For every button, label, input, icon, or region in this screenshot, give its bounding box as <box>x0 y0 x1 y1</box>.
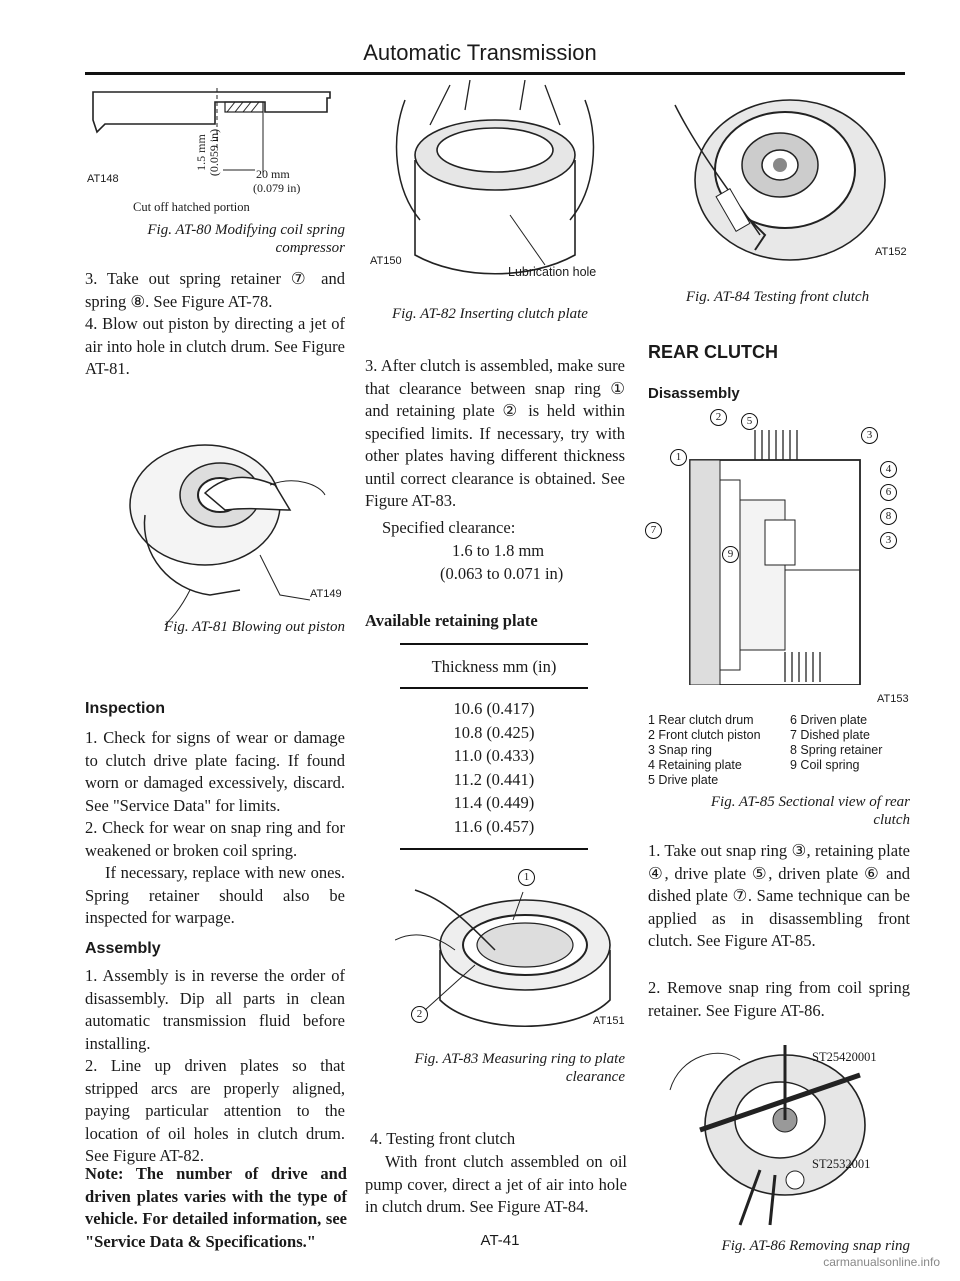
legend-item: 1 Rear clutch drum <box>648 713 754 727</box>
fig-at80-caption: Fig. AT-80 Modifying coil spring compressor <box>147 222 345 256</box>
callout-2: 2 <box>411 1005 428 1023</box>
table-row: 11.2 (0.441) <box>453 769 535 789</box>
table-title: Available retaining plate <box>365 611 538 630</box>
fig-at85-drawing <box>665 420 890 685</box>
col1-insp2b: If necessary, replace with new ones. Spring retainer should also be inspected for warpage. <box>85 863 345 927</box>
fig-at85-legend-left <box>648 713 761 788</box>
page-header: Automatic Transmission <box>363 40 597 65</box>
legend-item: 4 Retaining plate <box>648 758 742 772</box>
table-row: 10.6 (0.417) <box>453 699 535 718</box>
table-top-rule <box>400 643 588 645</box>
page-number: AT-41 <box>480 1232 520 1249</box>
table-row: 11.6 (0.457) <box>453 816 535 836</box>
col1-asm1: 1. Assembly is in reverse the order of disassembly. Dip all parts in clean automatic transmission fluid before installing. <box>85 966 345 1053</box>
legend-item: 6 Driven plate <box>790 713 868 727</box>
callout-5: 5 <box>741 412 758 430</box>
fig-at80-dim2: 20 mm <box>256 167 290 181</box>
col1-step3: 3. Take out spring retainer ⑦ and spring ⑧. See Figure AT-78. <box>85 269 345 311</box>
fig-at84-drawing <box>645 75 905 285</box>
table-header: Thickness mm (in) <box>431 657 557 676</box>
table-row: 11.0 (0.433) <box>453 746 535 765</box>
fig-at86-drawing <box>660 1040 920 1230</box>
col2-step4b: With front clutch assembled on oil pump cover, direct a jet of air into hole in clutch drum. See Figure AT-84. <box>365 1152 627 1216</box>
col3-step1: 1. Take out snap ring ③, retaining plate ④, drive plate ⑤, driven plate ⑥ and dished plate ⑦. Same technique can be applied as in disassembling front clutch. See Figure AT-85. <box>648 841 910 950</box>
assembly-heading: Assembly <box>85 940 161 957</box>
fig-at85-caption: Fig. AT-85 Sectional view of rear clutch <box>710 794 910 828</box>
fig-at84-id: AT152 <box>875 246 907 258</box>
fig-at86-tool2: ST2532001 <box>812 1157 871 1171</box>
col1-asm2: 2. Line up driven plates so that stripped arcs are properly aligned, paying particular attention to the location of oil holes in clutch drum. See Figure AT-82. <box>85 1056 345 1165</box>
inspection-heading: Inspection <box>85 700 166 717</box>
callout-1: 1 <box>518 868 535 886</box>
legend-item: 8 Spring retainer <box>790 743 883 757</box>
fig-at85-id: AT153 <box>877 693 909 705</box>
col1-insp2: 2. Check for wear on snap ring and for weakened or broken coil spring. <box>85 818 345 860</box>
table-header-rule <box>400 687 588 689</box>
retaining-plate-table <box>400 697 588 838</box>
callout-4: 4 <box>880 460 897 478</box>
legend-item: 5 Drive plate <box>648 773 719 787</box>
fig-at82-label: Lubrication hole <box>508 265 597 279</box>
spec-val2: (0.063 to 0.071 in) <box>440 564 564 583</box>
table-row: 10.8 (0.425) <box>453 722 535 742</box>
fig-at81-id: AT149 <box>310 588 342 600</box>
callout-3: 3 <box>861 426 878 444</box>
callout-9: 9 <box>722 545 739 563</box>
callout-2: 2 <box>710 408 727 426</box>
legend-item: 7 Dished plate <box>790 728 870 742</box>
fig-at83-drawing <box>395 870 615 1040</box>
disassembly-heading: Disassembly <box>648 385 740 402</box>
fig-at83-id: AT151 <box>593 1015 625 1027</box>
fig-at80-dim1 <box>193 125 223 185</box>
spec-val1: 1.6 to 1.8 mm <box>452 541 545 560</box>
fig-at80-dim2-in: (0.079 in) <box>253 181 301 195</box>
callout-7: 7 <box>645 521 662 539</box>
watermark: carmanualsonline.info <box>823 1255 940 1269</box>
col1-note: Note: The number of drive and driven plates varies with the type of vehicle. For detailed information, see "Service Data & Specifications." <box>85 1164 347 1251</box>
callout-8: 8 <box>880 507 897 525</box>
fig-at81-caption: Fig. AT-81 Blowing out piston <box>164 619 345 635</box>
col1-insp1: 1. Check for signs of wear or damage to clutch drive plate facing. If found worn or damaged excessively, discard. See "Service Data" for limits. <box>85 728 345 815</box>
table-bottom-rule <box>400 848 588 850</box>
legend-item: 2 Front clutch piston <box>648 728 761 742</box>
fig-at86-caption: Fig. AT-86 Removing snap ring <box>721 1238 910 1254</box>
fig-at81-drawing <box>110 415 330 625</box>
fig-at83-caption: Fig. AT-83 Measuring ring to plate clearance <box>414 1051 625 1085</box>
col2-step3: 3. After clutch is assembled, make sure that clearance between snap ring ① and retaining plate ② is held within specified limits. If necessary, try with other plates having different thickness until correct clearance is obtained. See Figure AT-83. <box>365 356 625 510</box>
callout-1: 1 <box>670 448 687 466</box>
col2-step4a: 4. Testing front clutch <box>370 1129 516 1148</box>
fig-at85-legend-right <box>790 713 882 773</box>
callout-6: 6 <box>880 483 897 501</box>
fig-at80-note: Cut off hatched portion <box>133 200 250 214</box>
table-row: 11.4 (0.449) <box>453 793 535 812</box>
fig-at82-caption: Fig. AT-82 Inserting clutch plate <box>392 306 588 322</box>
fig-at80-dim1-in: (0.059 in) <box>207 128 222 177</box>
fig-at82-id: AT150 <box>370 255 402 267</box>
fig-at86-tool1: ST25420001 <box>812 1050 877 1064</box>
fig-at80-dim1-mm: 1.5 mm <box>193 134 208 171</box>
rear-clutch-heading: REAR CLUTCH <box>648 342 778 362</box>
col3-step2: 2. Remove snap ring from coil spring retainer. See Figure AT-86. <box>648 978 910 1020</box>
fig-at84-caption: Fig. AT-84 Testing front clutch <box>685 289 870 305</box>
fig-at82-drawing <box>370 80 610 285</box>
legend-item: 9 Coil spring <box>790 758 860 772</box>
col1-step4: 4. Blow out piston by directing a jet of air into hole in clutch drum. See Figure AT-81. <box>85 314 345 378</box>
callout-3b: 3 <box>880 531 897 549</box>
legend-item: 3 Snap ring <box>648 743 712 757</box>
spec-label: Specified clearance: <box>382 518 516 537</box>
fig-at80-id: AT148 <box>87 173 119 185</box>
